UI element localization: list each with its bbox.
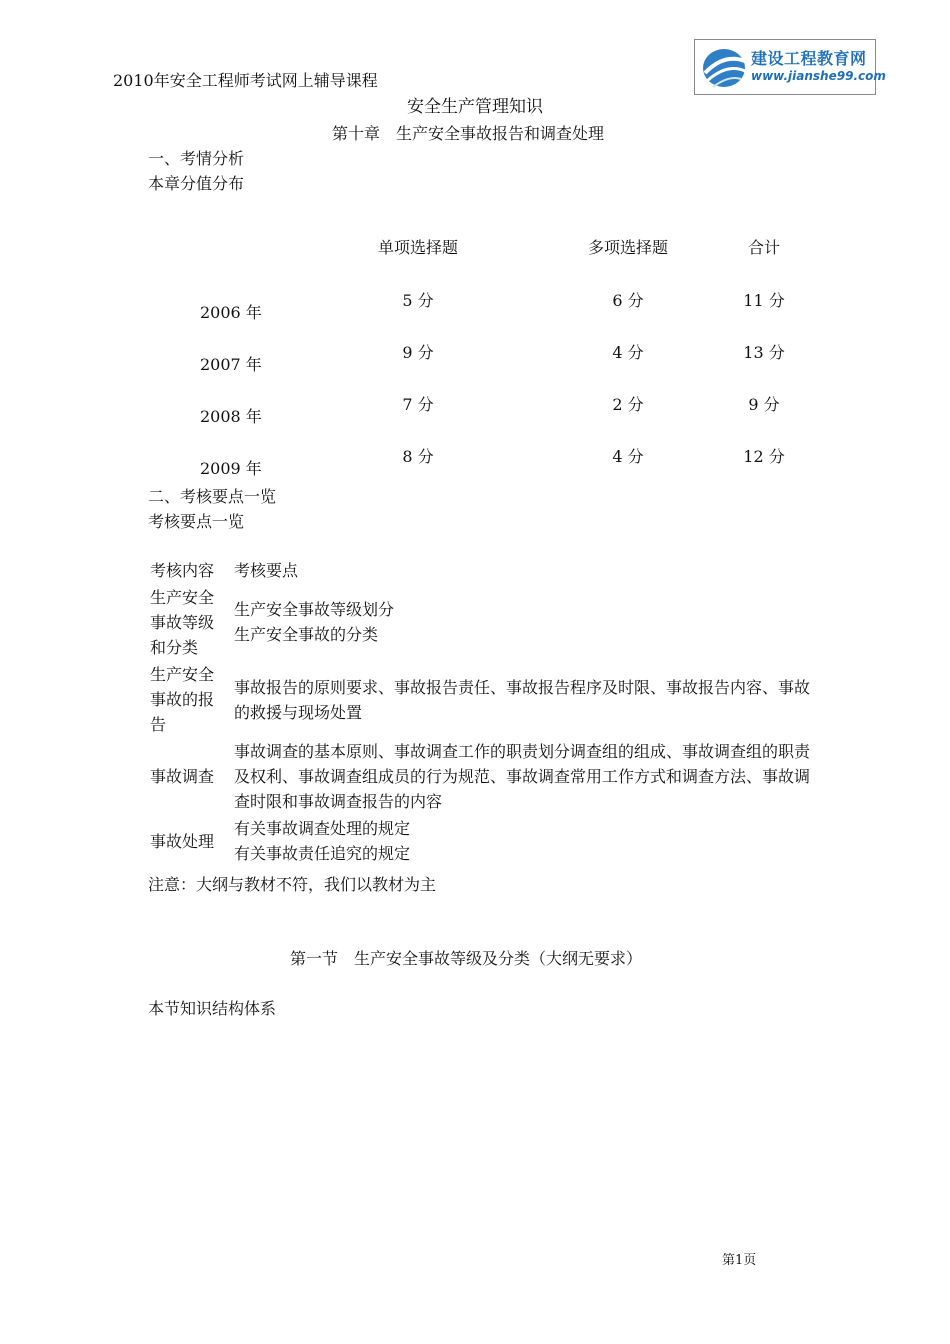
key-table-header-content: 考核内容	[150, 561, 215, 580]
logo-name: 建设工程教育网	[751, 49, 867, 68]
key-table-point: 有关事故责任追究的规定	[234, 844, 411, 863]
course-header: 2010年安全工程师考试网上辅导课程	[113, 71, 378, 90]
score-row-year: 2009 年	[200, 459, 262, 478]
structure-heading: 本节知识结构体系	[148, 999, 277, 1018]
logo	[694, 39, 886, 95]
key-table-header-points: 考核要点	[234, 561, 299, 580]
score-row-year: 2006 年	[200, 303, 262, 322]
note: 注意：大纲与教材不符，我们以教材为主	[148, 875, 437, 894]
score-cell-total: 12 分	[743, 447, 785, 466]
score-row-year: 2007 年	[200, 355, 262, 374]
score-cell-multi: 2 分	[612, 395, 644, 414]
key-table-content: 事故处理	[150, 832, 215, 851]
page-number: 第1页	[722, 1253, 757, 1268]
key-table-point: 生产安全事故的分类	[234, 625, 379, 644]
score-cell-multi: 4 分	[612, 447, 644, 466]
key-table-point: 生产安全事故等级划分	[234, 600, 395, 619]
key-table-point: 事故调查的基本原则、事故调查工作的职责划分调查组的组成、事故调查组的职责及权利、事故调查组成员的行为规范、事故调查常用工作方式和调查方法、事故调查时限和事故调查报告的内容	[234, 742, 811, 811]
score-cell-single: 5 分	[402, 291, 434, 310]
score-cell-single: 9 分	[402, 343, 434, 362]
section-heading-analysis: 一、考情分析	[148, 149, 245, 168]
score-header-single: 单项选择题	[377, 238, 458, 257]
key-table-content: 生产安全事故等级和分类	[150, 588, 215, 657]
score-cell-multi: 6 分	[612, 291, 644, 310]
score-cell-total: 13 分	[743, 343, 785, 362]
score-cell-total: 9 分	[748, 395, 780, 414]
logo-swirl-icon	[699, 43, 749, 91]
key-table-point: 有关事故调查处理的规定	[234, 819, 411, 838]
subheading-key-points: 考核要点一览	[148, 512, 245, 531]
score-header-multi: 多项选择题	[587, 238, 668, 257]
chapter-title: 第十章 生产安全事故报告和调查处理	[332, 124, 605, 143]
score-header-total: 合计	[747, 238, 780, 257]
section-title: 第一节 生产安全事故等级及分类（大纲无要求）	[290, 949, 643, 968]
score-cell-single: 7 分	[402, 395, 434, 414]
logo-url: www.jianshe99.com	[751, 69, 886, 83]
key-table-content: 事故调查	[150, 767, 215, 786]
score-cell-total: 11 分	[743, 291, 785, 310]
score-cell-multi: 4 分	[612, 343, 644, 362]
key-table-content: 生产安全事故的报告	[150, 665, 215, 734]
section-heading-key-points: 二、考核要点一览	[148, 487, 277, 506]
subheading-score-distribution: 本章分值分布	[148, 174, 245, 193]
score-cell-single: 8 分	[402, 447, 434, 466]
document-title: 安全生产管理知识	[407, 97, 543, 117]
key-table-point: 事故报告的原则要求、事故报告责任、事故报告程序及时限、事故报告内容、事故的救援与现场处置	[234, 678, 811, 722]
score-row-year: 2008 年	[200, 407, 262, 426]
